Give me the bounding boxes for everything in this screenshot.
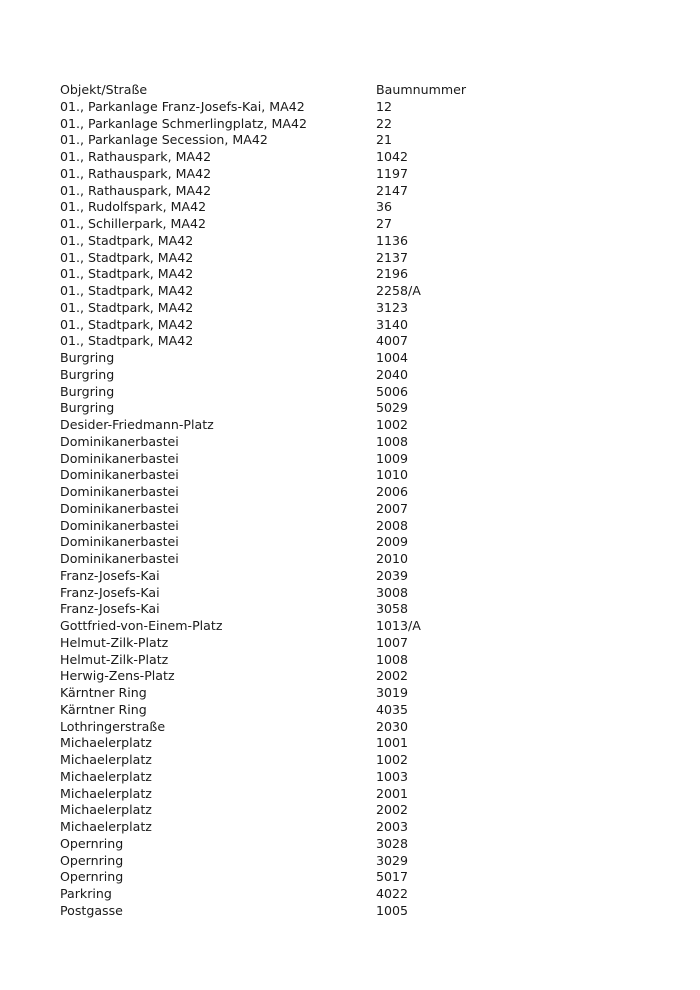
table-row (60, 467, 520, 484)
cell-object: Michaelerplatz (60, 735, 152, 751)
table-row (60, 903, 520, 920)
header-row (60, 82, 520, 99)
cell-tree-number: 2001 (376, 785, 409, 801)
table-row (60, 601, 520, 618)
cell-object: 01., Stadtpark, MA42 (60, 316, 194, 332)
table-row (60, 719, 520, 736)
cell-object: Lothringerstraße (60, 718, 166, 734)
table-row (60, 451, 520, 468)
cell-tree-number: 3058 (376, 601, 409, 617)
table-row (60, 836, 520, 853)
cell-tree-number: 2007 (376, 500, 409, 516)
cell-tree-number: 5017 (376, 869, 409, 885)
table-row (60, 819, 520, 836)
cell-tree-number: 1010 (376, 467, 409, 483)
cell-tree-number: 1004 (376, 350, 409, 365)
table-row (60, 735, 520, 752)
table-row (60, 266, 520, 283)
cell-tree-number: 2147 (376, 182, 409, 198)
table-row (60, 99, 520, 116)
cell-object: 01., Rathauspark, MA42 (60, 149, 212, 164)
cell-object: 01., Stadtpark, MA42 (60, 283, 194, 298)
table-row (60, 166, 520, 183)
cell-object: Michaelerplatz (60, 752, 152, 767)
tree-table (60, 82, 520, 920)
cell-object: Herwig-Zens-Platz (60, 668, 175, 684)
cell-tree-number: 2006 (376, 484, 409, 499)
table-row (60, 568, 520, 585)
table-row (60, 652, 520, 669)
cell-object: Franz-Josefs-Kai (60, 584, 160, 600)
cell-object: 01., Stadtpark, MA42 (60, 249, 194, 265)
table-row (60, 668, 520, 685)
cell-object: Dominikanerbastei (60, 517, 179, 533)
table-header (60, 82, 520, 99)
cell-tree-number: 21 (376, 132, 393, 148)
cell-object: 01., Stadtpark, MA42 (60, 299, 194, 315)
table-row (60, 233, 520, 250)
table-row (60, 367, 520, 384)
table-row (60, 250, 520, 267)
cell-tree-number: 1136 (376, 232, 409, 248)
cell-tree-number: 2040 (376, 366, 409, 382)
cell-tree-number: 2002 (376, 668, 409, 684)
cell-object: 01., Parkanlage Secession, MA42 (60, 132, 268, 148)
cell-object: Kärntner Ring (60, 685, 147, 700)
table-row (60, 886, 520, 903)
table-row (60, 333, 520, 350)
cell-tree-number: 3008 (376, 584, 409, 600)
cell-object: 01., Stadtpark, MA42 (60, 333, 194, 349)
cell-tree-number: 2002 (376, 802, 409, 818)
header-tree-number: Baumnummer (376, 82, 467, 97)
cell-tree-number: 3019 (376, 685, 409, 700)
cell-object: 01., Parkanlage Franz-Josefs-Kai, MA42 (60, 98, 305, 114)
cell-tree-number: 1007 (376, 634, 409, 650)
cell-object: Opernring (60, 835, 124, 851)
cell-tree-number: 2137 (376, 249, 409, 265)
cell-object: Michaelerplatz (60, 819, 152, 834)
cell-object: Franz-Josefs-Kai (60, 567, 160, 583)
cell-object: Kärntner Ring (60, 701, 147, 717)
cell-tree-number: 2010 (376, 551, 409, 566)
table-row (60, 132, 520, 149)
cell-object: Burgring (60, 350, 115, 365)
cell-tree-number: 5029 (376, 400, 409, 416)
table-row (60, 501, 520, 518)
cell-tree-number: 4022 (376, 886, 409, 901)
table-row (60, 752, 520, 769)
table-row (60, 618, 520, 635)
table-row (60, 434, 520, 451)
cell-object: Michaelerplatz (60, 785, 152, 801)
cell-tree-number: 1197 (376, 165, 409, 181)
cell-object: Burgring (60, 400, 115, 416)
table-row (60, 417, 520, 434)
table-row (60, 685, 520, 702)
document-page (60, 82, 660, 920)
cell-object: Dominikanerbastei (60, 450, 179, 466)
cell-tree-number: 1008 (376, 651, 409, 667)
table-row (60, 350, 520, 367)
cell-tree-number: 1005 (376, 902, 409, 918)
table-row (60, 300, 520, 317)
cell-tree-number: 1042 (376, 149, 409, 164)
cell-tree-number: 27 (376, 216, 393, 231)
cell-tree-number: 2258/A (376, 283, 421, 298)
cell-tree-number: 2009 (376, 534, 409, 550)
cell-tree-number: 1002 (376, 752, 409, 767)
cell-tree-number: 2003 (376, 819, 409, 834)
table-row (60, 702, 520, 719)
cell-object: Franz-Josefs-Kai (60, 601, 160, 617)
table-row (60, 585, 520, 602)
table-row (60, 283, 520, 300)
table-row (60, 116, 520, 133)
cell-object: 01., Rathauspark, MA42 (60, 182, 212, 198)
cell-object: Dominikanerbastei (60, 500, 179, 516)
cell-object: Burgring (60, 366, 115, 382)
cell-tree-number: 3028 (376, 835, 409, 851)
cell-tree-number: 2039 (376, 567, 409, 583)
header-object: Objekt/Straße (60, 82, 148, 97)
cell-object: 01., Stadtpark, MA42 (60, 232, 194, 248)
table-row (60, 149, 520, 166)
cell-object: Michaelerplatz (60, 802, 152, 818)
cell-tree-number: 12 (376, 98, 393, 114)
table-row (60, 400, 520, 417)
table-row (60, 199, 520, 216)
cell-tree-number: 1003 (376, 768, 409, 784)
cell-object: Postgasse (60, 902, 123, 918)
cell-object: Gottfried-von-Einem-Platz (60, 618, 223, 633)
cell-tree-number: 1008 (376, 433, 409, 449)
cell-object: Helmut-Zilk-Platz (60, 651, 169, 667)
cell-tree-number: 3029 (376, 852, 409, 868)
cell-object: 01., Stadtpark, MA42 (60, 266, 194, 282)
cell-object: Dominikanerbastei (60, 551, 179, 566)
cell-tree-number: 22 (376, 115, 393, 131)
cell-object: 01., Rudolfspark, MA42 (60, 199, 207, 215)
cell-tree-number: 1009 (376, 450, 409, 466)
cell-object: Burgring (60, 383, 115, 399)
cell-tree-number: 3123 (376, 299, 409, 315)
cell-object: Dominikanerbastei (60, 433, 179, 449)
table-row (60, 786, 520, 803)
cell-object: 01., Schillerpark, MA42 (60, 216, 207, 231)
cell-tree-number: 36 (376, 199, 393, 215)
table-row (60, 551, 520, 568)
cell-tree-number: 3140 (376, 316, 409, 332)
cell-object: 01., Rathauspark, MA42 (60, 165, 212, 181)
table-body (60, 99, 520, 920)
cell-object: Dominikanerbastei (60, 484, 179, 499)
cell-tree-number: 1001 (376, 735, 409, 751)
table-row (60, 518, 520, 535)
table-row (60, 216, 520, 233)
cell-object: Dominikanerbastei (60, 467, 179, 483)
table-row (60, 183, 520, 200)
cell-tree-number: 2008 (376, 517, 409, 533)
cell-tree-number: 2196 (376, 266, 409, 282)
cell-tree-number: 4035 (376, 701, 409, 717)
cell-tree-number: 2030 (376, 718, 409, 734)
cell-tree-number: 4007 (376, 333, 409, 349)
table-row (60, 384, 520, 401)
cell-object: Parkring (60, 886, 112, 901)
cell-object: Michaelerplatz (60, 768, 152, 784)
table-row (60, 317, 520, 334)
cell-object: 01., Parkanlage Schmerlingplatz, MA42 (60, 115, 308, 131)
cell-tree-number: 1002 (376, 417, 409, 432)
table-row (60, 853, 520, 870)
cell-tree-number: 5006 (376, 383, 409, 399)
cell-tree-number: 1013/A (376, 618, 421, 633)
cell-object: Desider-Friedmann-Platz (60, 417, 214, 432)
table-row (60, 484, 520, 501)
table-row (60, 869, 520, 886)
table-row (60, 635, 520, 652)
table-row (60, 802, 520, 819)
cell-object: Opernring (60, 869, 124, 885)
cell-object: Opernring (60, 852, 124, 868)
table-row (60, 534, 520, 551)
cell-object: Dominikanerbastei (60, 534, 179, 550)
table-row (60, 769, 520, 786)
cell-object: Helmut-Zilk-Platz (60, 634, 169, 650)
